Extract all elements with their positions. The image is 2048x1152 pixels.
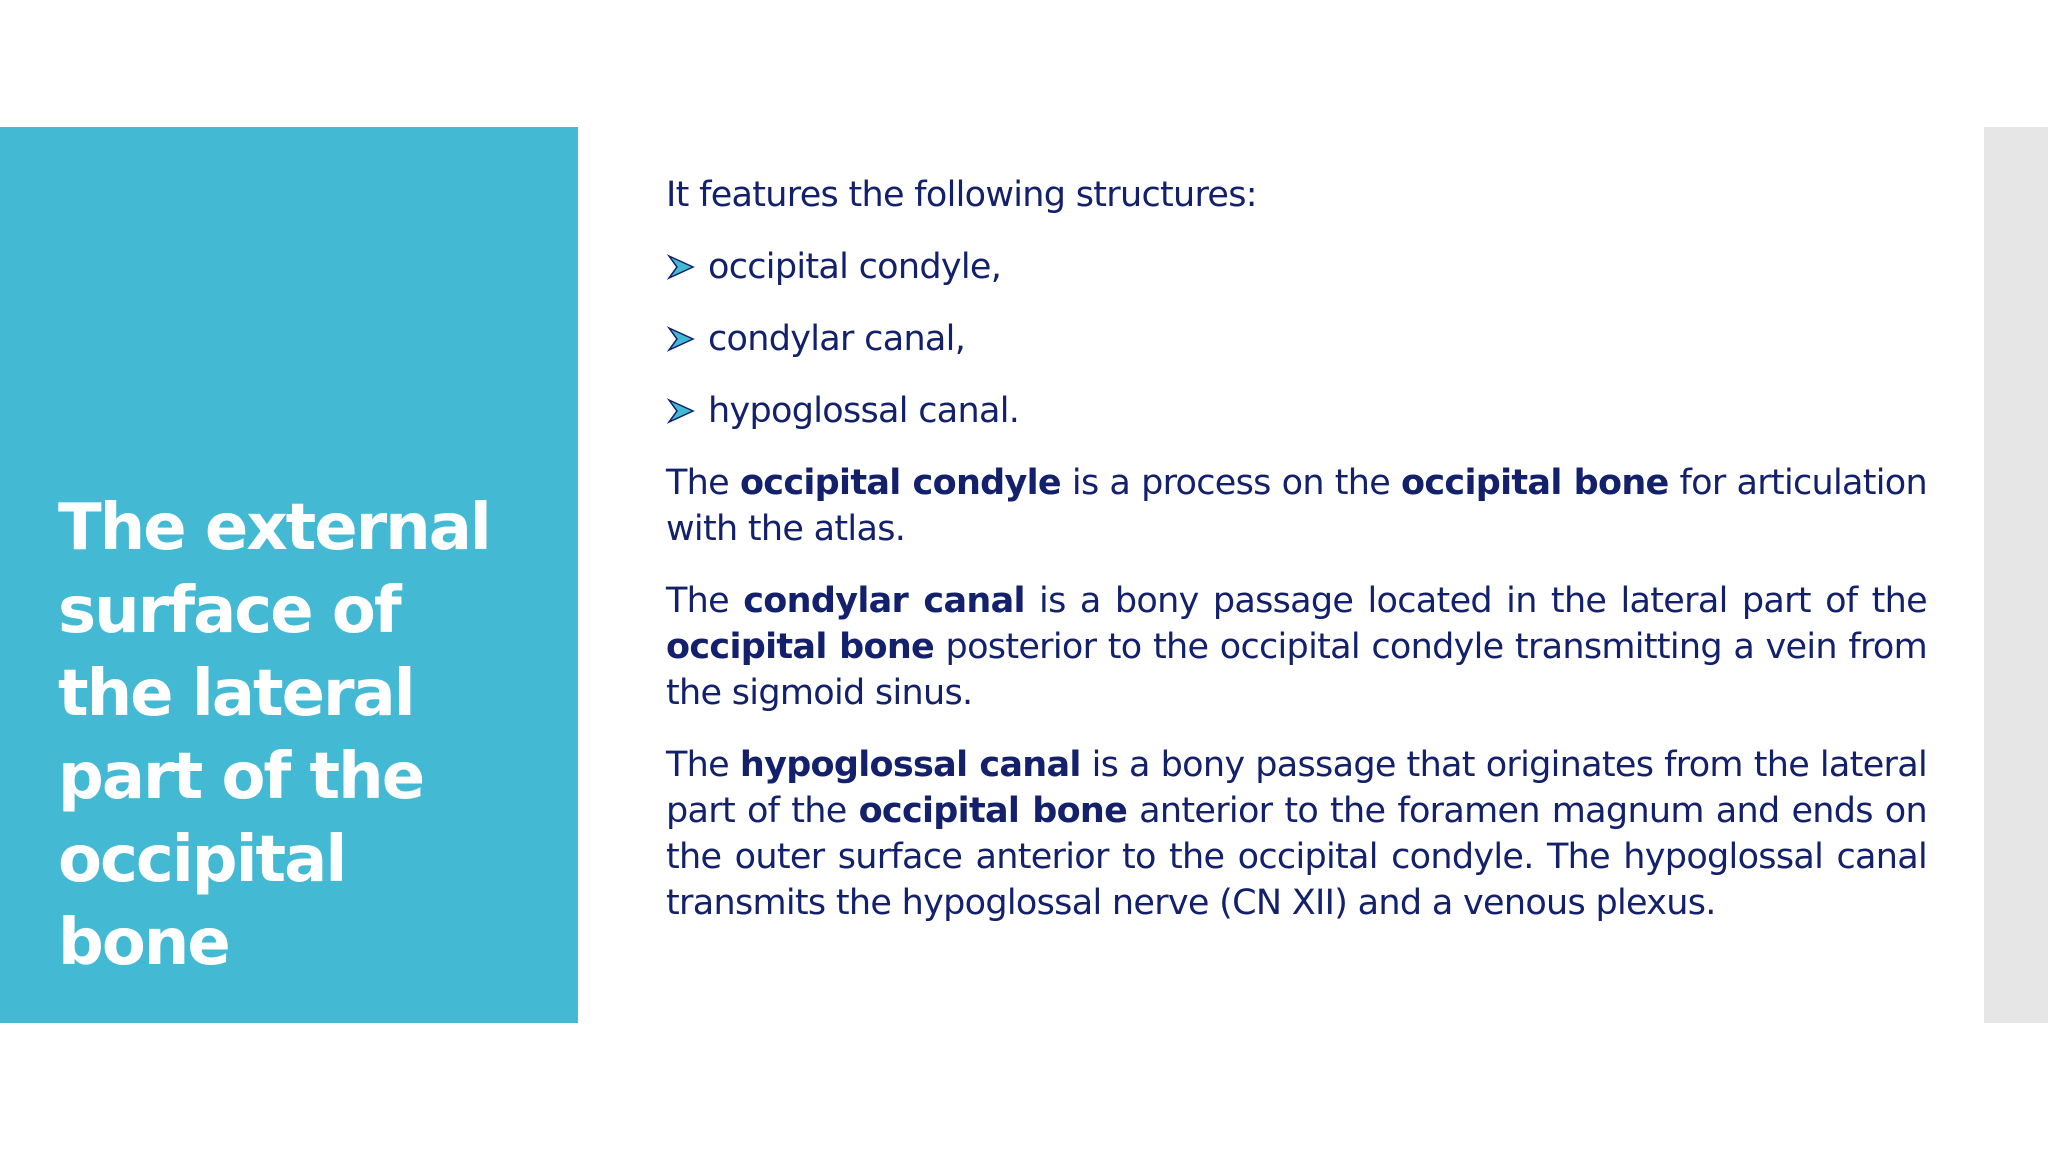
condylar-canal-paragraph [666, 578, 1927, 716]
slide-title: The external surface of the lateral part of the occipital bone [58, 491, 490, 980]
term-occipital-bone: occipital bone [666, 627, 935, 667]
right-edge-strip [1984, 127, 2048, 1023]
list-item [666, 244, 1927, 290]
list-item-text: occipital condyle, [708, 247, 1002, 287]
list-item-text: hypoglossal canal. [708, 391, 1020, 431]
paragraph-text: is a process on the [1060, 463, 1402, 503]
arrow-bullet-icon [666, 324, 696, 354]
paragraph-text: The [666, 581, 744, 621]
hypoglossal-canal-paragraph [666, 742, 1927, 926]
paragraph-text: The [666, 745, 740, 785]
paragraph-text: is a bony passage that originates from the lateral part of the [666, 745, 1927, 831]
term-occipital-bone: occipital bone [1401, 463, 1669, 503]
term-occipital-condyle: occipital condyle [739, 463, 1061, 503]
paragraph-text: The [666, 463, 740, 503]
structure-list [666, 244, 1927, 434]
title-panel [0, 127, 578, 1023]
paragraph-text: is a bony passage located in the lateral part of the [1024, 581, 1927, 621]
paragraph-text: anterior to the foramen magnum and ends on the outer surface anterior to the occipital condyle. The hypoglossal canal transmits the hypoglossal nerve (CN XII) and a venous plexus. [666, 791, 1928, 923]
content-area [666, 172, 1927, 952]
list-item-text: condylar canal, [708, 319, 966, 359]
intro-text: It features the following structures: [666, 175, 1257, 215]
paragraph-text: posterior to the occipital condyle transmitting a vein from the sigmoid sinus. [666, 627, 1927, 713]
term-occipital-bone: occipital bone [858, 791, 1128, 831]
term-hypoglossal-canal: hypoglossal canal [739, 745, 1081, 785]
occipital-condyle-paragraph [666, 460, 1927, 552]
list-item [666, 388, 1927, 434]
arrow-bullet-icon [666, 252, 696, 282]
term-condylar-canal: condylar canal [743, 581, 1025, 621]
arrow-bullet-icon [666, 396, 696, 426]
paragraph-text: for articulation with the atlas. [666, 463, 1928, 549]
list-item [666, 316, 1927, 362]
